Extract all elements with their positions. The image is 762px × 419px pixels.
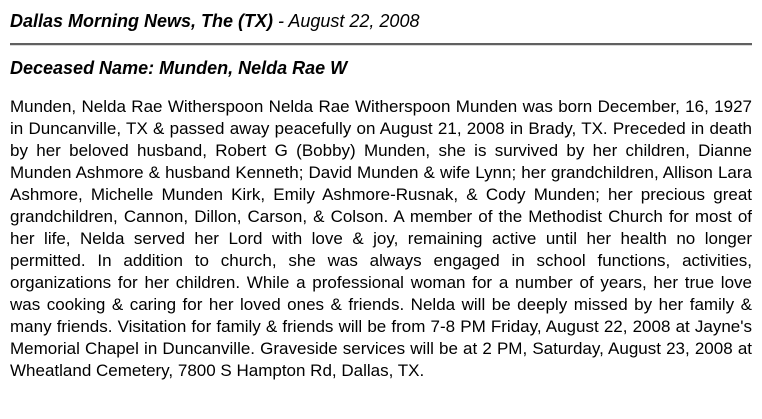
deceased-name-label: Deceased Name: bbox=[10, 58, 155, 78]
deceased-name-value: Munden, Nelda Rae W bbox=[159, 58, 348, 78]
publication-date: August 22, 2008 bbox=[288, 11, 420, 31]
header-separator: - bbox=[273, 11, 289, 31]
obituary-text: Munden, Nelda Rae Witherspoon Nelda Rae Witherspoon Munden was born December, 16, 1927 in Duncanville, TX & passed away peacefully on August 21, 2008 in Brady, TX. Preceded in death by her beloved husband, Robert G (Bobby) Munden, she is survived by her children, Dianne Munden Ashmore & husband Kenneth; David Munden & wife Lynn; her grandchildren, Allison Lara Ashmore, Michelle Munden Kirk, Emily Ashmore-Rusnak, & Cody Munden; her precious great grandchildren, Cannon, Dillon, Carson, & Colson. A member of the Methodist Church for most of her life, Nelda served her Lord with love & joy, remaining active until her health no longer permitted. In addition to church, she was always engaged in school functions, activities, organizations for her children. While a professional woman for a number of years, her true love was cooking & caring for her loved ones & friends. Nelda will be deeply missed by her family & many friends. Visitation for family & friends will be from 7-8 PM Friday, August 22, 2008 at Jayne's Memorial Chapel in Duncanville. Graveside services will be at 2 PM, Saturday, August 23, 2008 at Wheatland Cemetery, 7800 S Hampton Rd, Dallas, TX. bbox=[10, 97, 752, 380]
deceased-name-line bbox=[10, 58, 752, 78]
publication-title: Dallas Morning News, The (TX) bbox=[10, 11, 274, 31]
header-divider bbox=[10, 43, 752, 46]
publication-header bbox=[10, 11, 752, 31]
